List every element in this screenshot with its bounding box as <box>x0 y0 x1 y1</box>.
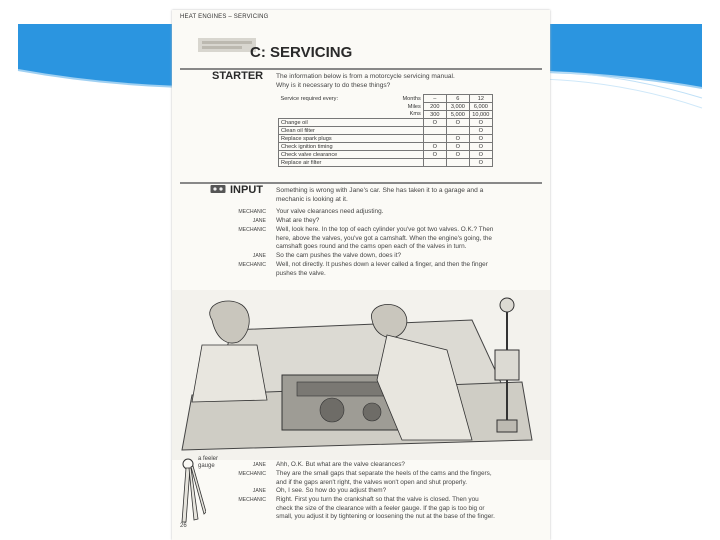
table-cell: 300 <box>423 111 446 119</box>
dialogue-line <box>276 487 386 496</box>
table-cell <box>423 135 446 143</box>
speaker-label: MECHANIC <box>238 227 266 233</box>
table-cell: O <box>469 151 492 159</box>
table-cell: O <box>446 119 469 127</box>
dialogue-text: camshaft goes round and the cams open each of the valves in turn. <box>276 243 467 251</box>
input-intro-line: mechanic is looking at it. <box>276 196 348 203</box>
table-row <box>279 159 493 167</box>
table-cell <box>423 127 446 135</box>
starter-intro <box>276 72 455 90</box>
dialogue-text: So the cam pushes the valve down, does it? <box>276 252 402 259</box>
table-cell: O <box>423 143 446 151</box>
table-cell: O <box>469 119 492 127</box>
feeler-gauge-label-line: a feeler <box>198 456 219 462</box>
table-unit: Months <box>402 95 421 102</box>
dialogue-text: and if the gaps aren't right, the valves won't open and shut properly. <box>276 478 467 486</box>
table-header-label: Service required every: <box>280 95 339 102</box>
input-intro-line: Something is wrong with Jane's car. She has taken it to a garage and a <box>276 187 484 194</box>
table-cell: O <box>423 119 446 127</box>
table-task: Change oil <box>279 119 424 127</box>
dialogue-line <box>276 217 319 226</box>
feeler-gauge-label-line: gauge <box>198 463 215 469</box>
speaker-label: MECHANIC <box>238 209 266 215</box>
table-cell: O <box>469 135 492 143</box>
speaker-label: MECHANIC <box>238 471 266 477</box>
dialogue-text: here, above the valves, you've got a camshaft. When the engine's going, the <box>276 234 492 242</box>
table-cell: – <box>423 95 446 103</box>
starter-intro-line: Why is it necessary to do these things? <box>276 82 391 89</box>
speaker-label: JANE <box>252 462 266 468</box>
speaker-label: MECHANIC <box>238 262 266 268</box>
page-number: 26 <box>180 523 187 529</box>
input-heading: INPUT <box>230 184 263 196</box>
table-task: Clean oil filter <box>279 127 424 135</box>
table-header-row <box>279 95 493 103</box>
table-row <box>279 143 493 151</box>
dialogue-text: Well, look here. In the top of each cylinder you've got two valves. O.K.? Then <box>276 226 494 233</box>
dialogue-text: What are they? <box>276 217 320 224</box>
table-task: Replace spark plugs <box>279 135 424 143</box>
table-unit: Kms <box>409 111 421 118</box>
table-task: Check valve clearance <box>279 151 424 159</box>
dialogue-text: They are the small gaps that separate the heels of the cams and the fingers, <box>276 470 492 477</box>
dialogue-text: Right. First you turn the crankshaft so that the valve is closed. Then you <box>276 496 479 503</box>
speaker-label: JANE <box>252 218 266 224</box>
speaker-label: JANE <box>252 488 266 494</box>
table-cell: 200 <box>423 103 446 111</box>
table-row <box>279 127 493 135</box>
table-cell: 6,000 <box>469 103 492 111</box>
dialogue-line <box>276 461 405 470</box>
table-cell: O <box>446 151 469 159</box>
mechanic-illustration <box>172 290 550 460</box>
section-graphic <box>178 24 258 58</box>
table-header-row <box>279 103 493 111</box>
dialogue-line <box>276 252 401 261</box>
table-cell: O <box>446 135 469 143</box>
textbook-page <box>172 10 550 540</box>
table-task: Check ignition timing <box>279 143 424 151</box>
table-task: Replace air filter <box>279 159 424 167</box>
dialogue-text: Your valve clearances need adjusting. <box>276 208 384 215</box>
table-cell <box>446 127 469 135</box>
table-cell: 10,000 <box>469 111 492 119</box>
table-cell <box>446 159 469 167</box>
dialogue-text: Ahh, O.K. But what are the valve clearances? <box>276 461 405 468</box>
running-head: HEAT ENGINES – SERVICING <box>180 14 269 20</box>
dialogue-line <box>276 226 493 252</box>
table-cell: O <box>469 143 492 151</box>
dialogue-line <box>276 470 492 487</box>
table-cell <box>423 159 446 167</box>
service-schedule-table <box>278 94 493 167</box>
speaker-label: JANE <box>252 253 266 259</box>
cassette-icon <box>210 184 226 194</box>
page-title: C: SERVICING <box>250 44 353 61</box>
starter-heading: STARTER <box>212 70 264 82</box>
dialogue-text: pushes the valve. <box>276 269 326 277</box>
table-cell: O <box>469 159 492 167</box>
dialogue-text: Oh, I see. So how do you adjust them? <box>276 487 387 494</box>
table-cell: 3,000 <box>446 103 469 111</box>
dialogue-line <box>276 261 488 278</box>
table-cell: O <box>446 143 469 151</box>
table-cell: O <box>469 127 492 135</box>
table-unit: Miles <box>407 103 421 110</box>
table-row <box>279 119 493 127</box>
table-header-row <box>279 111 493 119</box>
dialogue-text: check the size of the clearance with a feeler gauge. If the gap is too big or <box>276 504 485 512</box>
table-cell: 12 <box>469 95 492 103</box>
table-row <box>279 135 493 143</box>
speaker-label: MECHANIC <box>238 497 266 503</box>
input-intro <box>276 186 483 204</box>
starter-intro-line: The information below is from a motorcycle servicing manual. <box>276 73 455 80</box>
table-row <box>279 151 493 159</box>
table-cell: 5,000 <box>446 111 469 119</box>
dialogue-line <box>276 208 383 217</box>
table-cell: O <box>423 151 446 159</box>
dialogue-line <box>276 496 495 522</box>
table-cell: 6 <box>446 95 469 103</box>
dialogue-text: small, you adjust it by tightening or loosening the nut at the base of the finger. <box>276 513 495 521</box>
dialogue-text: Well, not directly. It pushes down a lever called a finger, and then the finger <box>276 261 488 268</box>
